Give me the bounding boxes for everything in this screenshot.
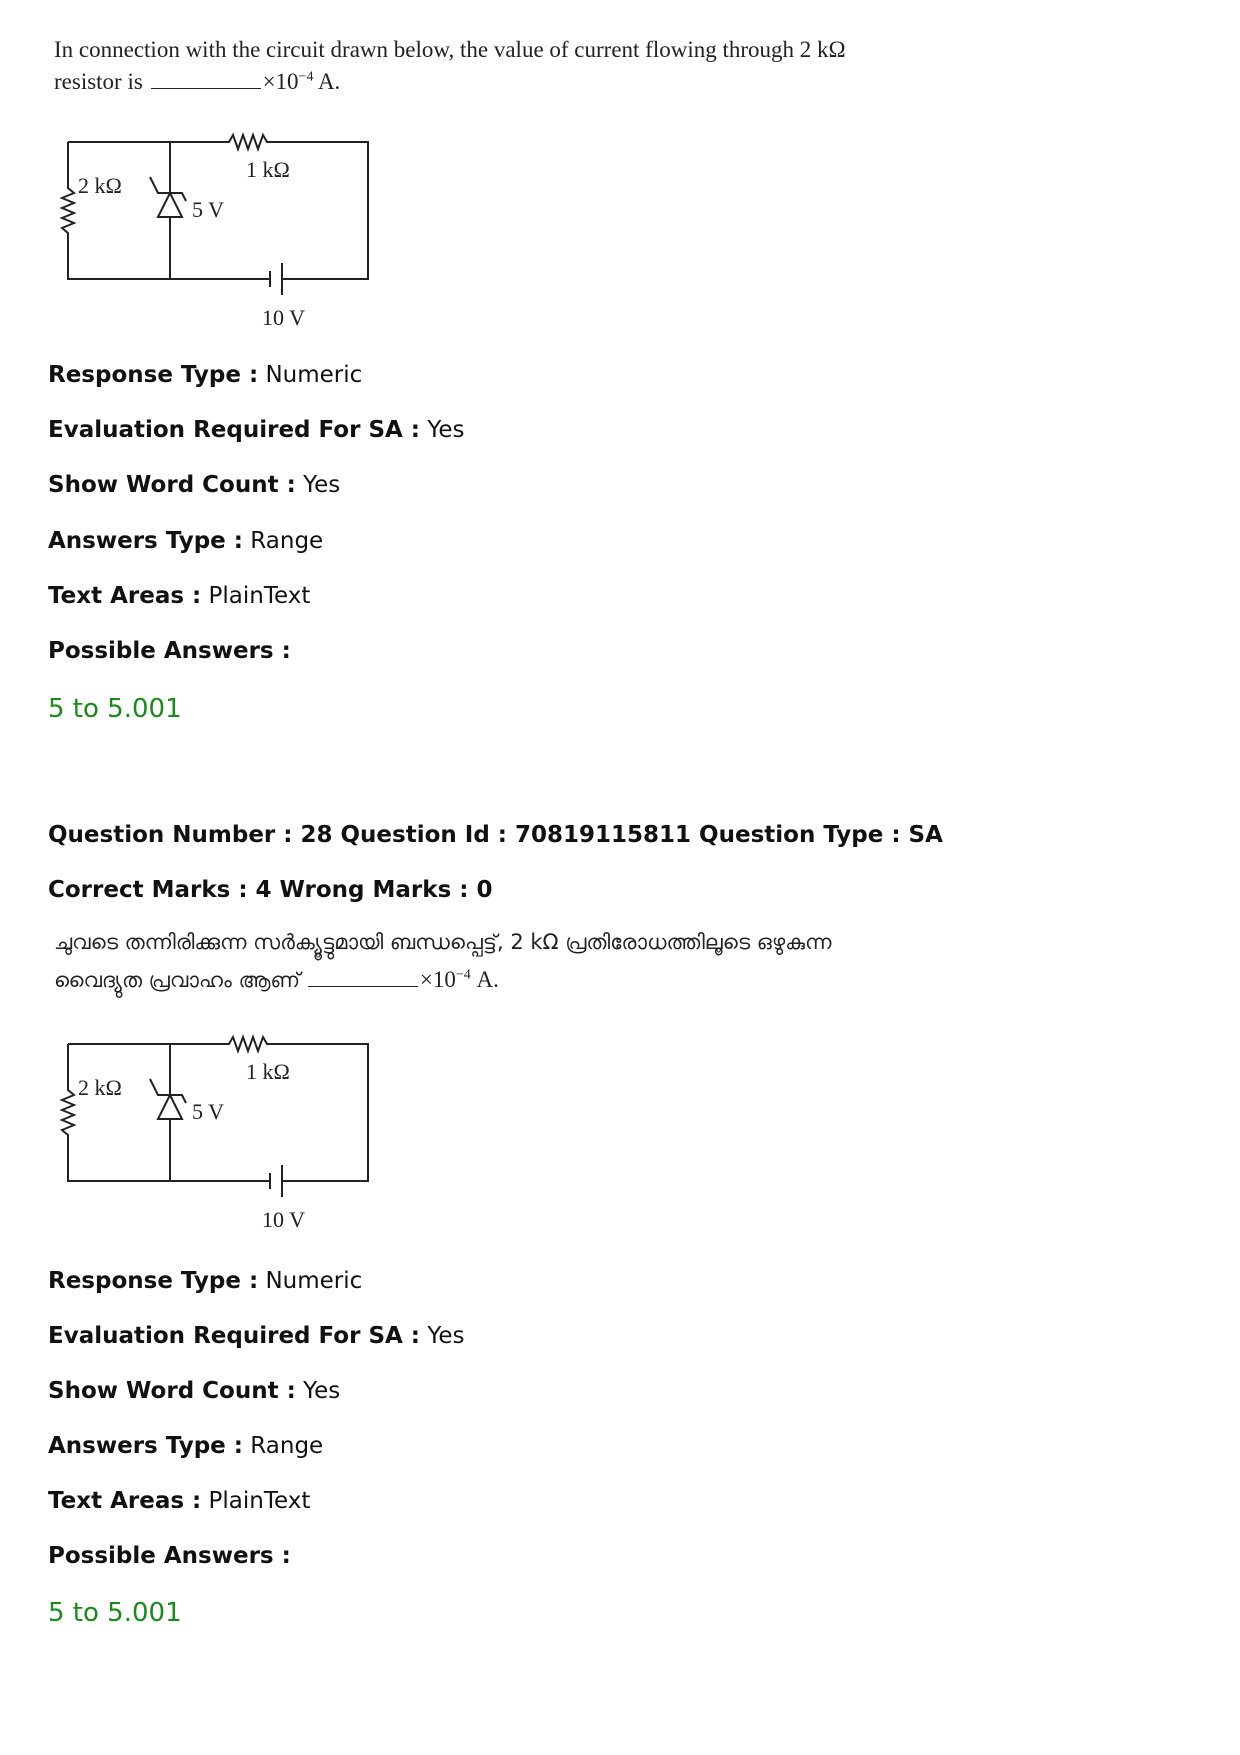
- word-count-label: Show Word Count :: [48, 1378, 296, 1404]
- evaluation-label: Evaluation Required For SA :: [48, 1323, 421, 1349]
- question-header: [48, 822, 943, 848]
- response-type-row: [48, 1268, 362, 1294]
- answers-type-label: Answers Type :: [48, 528, 243, 554]
- answers-type-row: [48, 528, 323, 554]
- circuit-diagram: [54, 125, 384, 335]
- multiplier: ×10: [419, 967, 456, 992]
- possible-answer: 5 to 5.001: [48, 1598, 182, 1628]
- evaluation-label: Evaluation Required For SA :: [48, 417, 421, 443]
- answers-type-label: Answers Type :: [48, 1433, 243, 1459]
- text-areas-row: [48, 1488, 310, 1514]
- word-count-value: Yes: [303, 472, 341, 498]
- left-wire-with-resistor: [62, 142, 270, 279]
- response-type-label: Response Type :: [48, 1268, 259, 1294]
- text-areas-value: PlainText: [208, 583, 311, 609]
- response-type-row: [48, 362, 362, 388]
- r2-label: 2 kΩ: [78, 1075, 122, 1100]
- multiplier: ×10: [262, 69, 299, 94]
- malayalam-text: ചുവടെ തന്നിരിക്കുന്ന സർക്യൂട്ടുമായി ബന്ധപ്പെട്ട്, 2 kΩ പ്രതിരോധത്തിലൂടെ ഒഴുകുന്ന: [54, 930, 832, 954]
- question-text-line: [54, 926, 954, 964]
- exponent: −4: [298, 69, 314, 85]
- text-areas-value: PlainText: [208, 1488, 311, 1514]
- zener-label: 5 V: [192, 197, 224, 222]
- response-type-label: Response Type :: [48, 362, 259, 388]
- r2-label: 2 kΩ: [78, 173, 122, 198]
- question-text-line: [54, 964, 954, 996]
- circuit-diagram: [54, 1027, 384, 1237]
- text-prefix: resistor is: [54, 69, 143, 94]
- word-count-row: [48, 472, 340, 498]
- word-count-value: Yes: [303, 1378, 341, 1404]
- possible-answers-label: Possible Answers :: [48, 1543, 291, 1569]
- zener-triangle: [158, 193, 182, 217]
- answers-type-value: Range: [250, 528, 324, 554]
- r1-label: 1 kΩ: [246, 1059, 290, 1084]
- answer-blank: [308, 968, 418, 987]
- text-areas-label: Text Areas :: [48, 1488, 202, 1514]
- zener-triangle: [158, 1095, 182, 1119]
- answer-blank: [151, 70, 261, 89]
- exponent: −4: [455, 967, 471, 983]
- question-header-text: Question Number : 28 Question Id : 70819115811 Question Type : SA: [48, 822, 943, 848]
- possible-answers-row: [48, 638, 291, 664]
- battery-label: 10 V: [262, 305, 305, 330]
- unit: A.: [476, 967, 499, 992]
- zener-label: 5 V: [192, 1099, 224, 1124]
- r1-label: 1 kΩ: [246, 157, 290, 182]
- question-text-line: [54, 66, 954, 98]
- text-areas-row: [48, 583, 310, 609]
- marks-row: [48, 877, 492, 903]
- text-prefix: വൈദ്യുത പ്രവാഹം ആണ്: [54, 968, 301, 992]
- word-count-row: [48, 1378, 340, 1404]
- unit: A.: [317, 69, 341, 94]
- answers-type-row: [48, 1433, 323, 1459]
- answers-type-value: Range: [250, 1433, 324, 1459]
- word-count-label: Show Word Count :: [48, 472, 296, 498]
- question-text-line: In connection with the circuit drawn below, the value of current flowing through 2 kΩ: [54, 37, 846, 62]
- response-type-value: Numeric: [265, 1268, 363, 1294]
- possible-answer: 5 to 5.001: [48, 694, 182, 724]
- response-type-value: Numeric: [265, 362, 363, 388]
- text-areas-label: Text Areas :: [48, 583, 202, 609]
- possible-answers-row: [48, 1543, 291, 1569]
- evaluation-value: Yes: [427, 1323, 465, 1349]
- question-text: [54, 34, 954, 98]
- question-text: [54, 926, 954, 996]
- left-wire-with-resistor: [62, 1044, 270, 1181]
- possible-answers-label: Possible Answers :: [48, 638, 291, 664]
- marks-text: Correct Marks : 4 Wrong Marks : 0: [48, 877, 493, 903]
- battery-label: 10 V: [262, 1207, 305, 1232]
- evaluation-row: [48, 1323, 464, 1349]
- evaluation-value: Yes: [427, 417, 465, 443]
- evaluation-row: [48, 417, 464, 443]
